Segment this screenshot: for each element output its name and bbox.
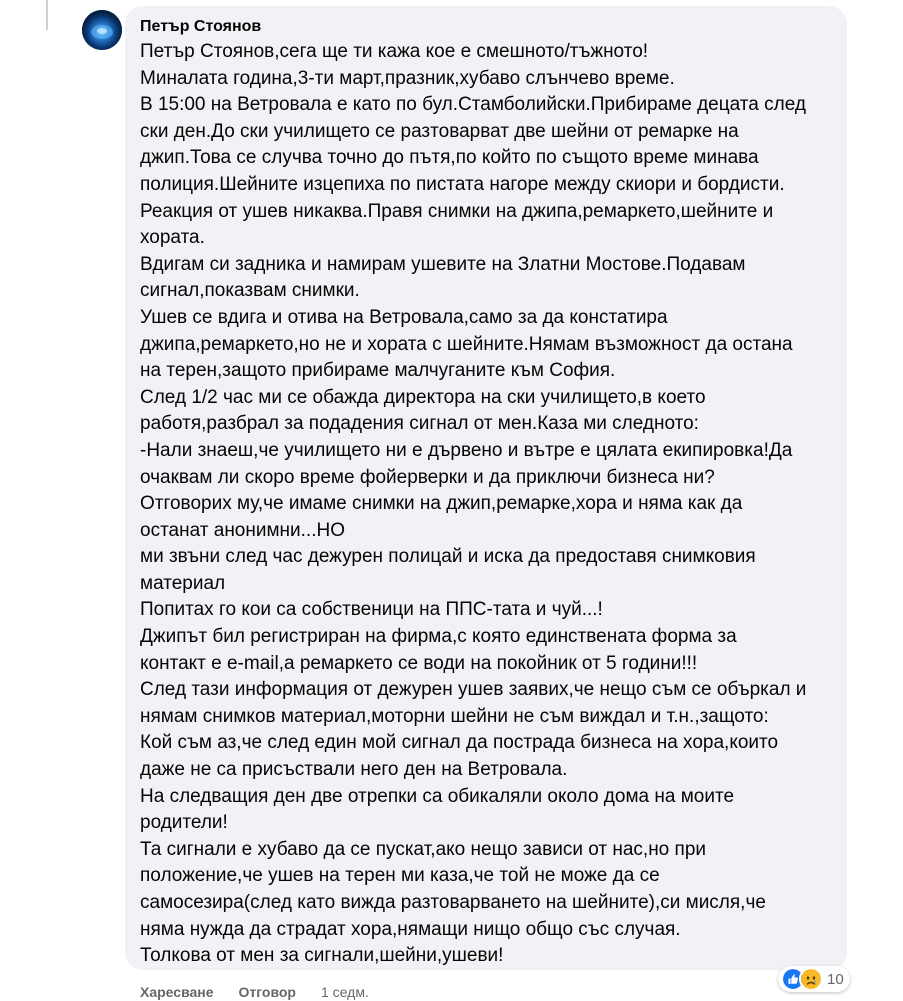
sad-icon	[799, 967, 823, 991]
comment-text-line: В 15:00 на Ветровала е като по бул.Стамболийски.Прибираме децата след	[140, 94, 806, 116]
comment-text-line: Попитах го кои са собственици на ППС-тата и чуй...!	[140, 599, 603, 621]
comment-text-line: Та сигнали е хубаво да се пускат,ако нещо зависи от нас,но при	[140, 838, 707, 860]
comment-text-line: ми звъни след час дежурен полицай и иска да предоставя снимковия	[140, 546, 756, 568]
comment-text-line: джипа,ремаркето,но не и хората с шейните.Нямам възможност да остана	[140, 333, 793, 355]
avatar-image	[82, 10, 122, 50]
comment-text-line: Реакция от ушев никаква.Правя снимки на джипа,ремаркето,шейните и	[140, 200, 774, 222]
avatar[interactable]	[82, 10, 122, 50]
comment-text-line: очаквам ли скоро време фойерверки и да приключи бизнеса ни?	[140, 466, 715, 488]
comment-text-line: Петър Стоянов,сега ще ти кажа кое е смешното/тъжното!	[140, 41, 649, 62]
comment-text-line: На следващия ден две отрепки са обикаляли около дома на моите	[140, 785, 735, 807]
comment-text-line: родители!	[140, 812, 228, 834]
comment-text-line: на терен,защото прибираме малчуганите към София.	[140, 360, 616, 382]
reactions-summary[interactable]	[778, 966, 850, 992]
comment-text-line: След 1/2 час ми се обажда директора на ски училището,в което	[140, 386, 706, 408]
comment-text-line: няма нужда да страдат хора,нямащи нищо общо със случая.	[140, 918, 681, 940]
comment-author[interactable]: Петър Стоянов	[140, 18, 262, 35]
comment-text-line: ски ден.До ски училището се разтоварват две шейни от ремарке на	[140, 120, 739, 142]
comment-text-line: -Нали знаеш,че училището ни е дървено и вътре е цялата екипировка!Да	[140, 439, 793, 461]
comment-text-line: работя,разбрал за подадения сигнал от мен.Каза ми следното:	[140, 413, 699, 435]
comment-text-line: останат анонимни...НО	[140, 519, 345, 541]
comment-text-line: самосезира(след като вижда разтоварването на шейните),си мисля,че	[140, 892, 766, 913]
comment-text-line: Толкова от мен за сигнали,шейни,ушеви!	[140, 945, 504, 967]
comment-text-line: Вдигам си задника и намирам ушевите на Златни Мостове.Подавам	[140, 253, 746, 275]
comment-text-line: материал	[140, 572, 226, 594]
comment-text-line: Джипът бил регистриран на фирма,с която единствената форма за	[140, 626, 737, 648]
comment-text-line: Отговорих му,че имаме снимки на джип,ремарке,хора и няма как да	[140, 493, 743, 515]
comment-text-line: джип.Това се случва точно до пътя,по който по същото време минава	[140, 147, 759, 169]
comment-text-line: нямам снимков материал,моторни шейни не съм виждал и т.н.,защото:	[140, 705, 769, 727]
comment-actions	[140, 983, 369, 1001]
comment-text-line: Ушев се вдига и отива на Ветровала,само за да констатира	[140, 306, 668, 328]
comment-text	[140, 39, 833, 970]
like-button[interactable]: Харесване	[140, 984, 214, 1000]
comment-text-line: полиция.Шейните изцепиха по пистата нагоре между скиори и бордисти.	[140, 173, 785, 195]
comment-timestamp[interactable]: 1 седм.	[321, 984, 369, 1000]
reaction-icons	[781, 967, 823, 991]
comment-text-line: Кой съм аз,че след един мой сигнал да пострада бизнеса на хора,които	[140, 732, 779, 754]
comment-text-line: даже не са присъствали него ден на Ветровала.	[140, 759, 568, 781]
comment-text-line: контакт е e-mail,а ремаркето се води на покойник от 5 години!!!	[140, 652, 698, 674]
thread-connector-line	[46, 0, 48, 30]
comment-text-line: Миналата година,3-ти март,празник,хубаво слънчево време.	[140, 67, 675, 89]
reply-button[interactable]: Отговор	[238, 984, 296, 1000]
comment-text-line: положение,че ушев на терен ми каза,че той не може да се	[140, 865, 660, 887]
comment-text-line: След тази информация от дежурен ушев заявих,че нещо съм се объркал и	[140, 679, 807, 701]
comment-bubble	[125, 6, 847, 970]
comment-text-line: сигнал,показвам снимки.	[140, 280, 360, 302]
comment-text-line: хората.	[140, 227, 205, 249]
reaction-count: 10	[827, 970, 844, 988]
